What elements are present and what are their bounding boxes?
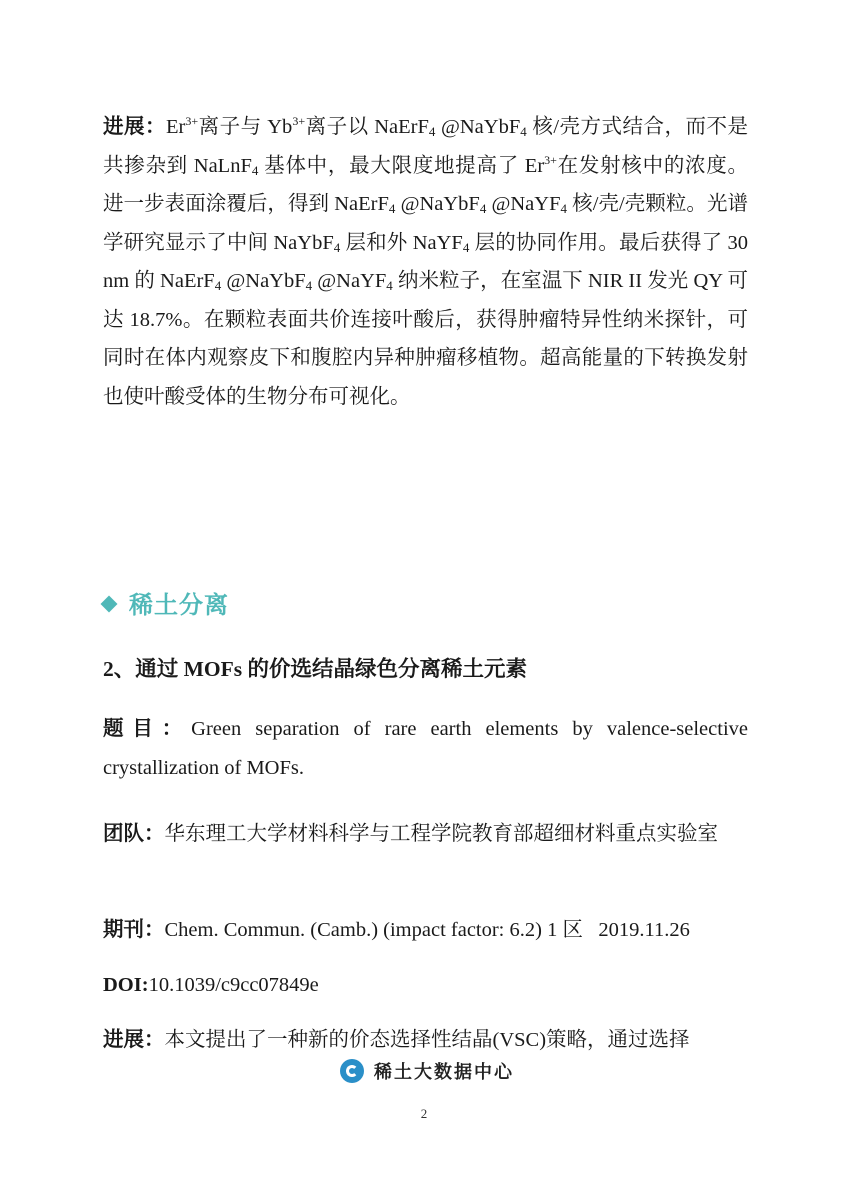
doi-value: 10.1039/c9cc07849e [148, 974, 319, 996]
journal-label: 期刊： [103, 919, 165, 941]
progress2-label: 进展： [103, 1029, 165, 1051]
team-field [103, 815, 748, 854]
section-heading [103, 585, 229, 620]
footer-logo-text: 稀土大数据中心 [374, 1062, 514, 1083]
diamond-bullet-icon [101, 596, 118, 613]
section-title: 稀土分离 [129, 591, 229, 619]
journal-field [103, 911, 748, 950]
page-number: 2 [420, 1106, 428, 1121]
footer-logo [340, 1058, 514, 1084]
title-label: 题目： [103, 718, 192, 740]
title-value: Green separation of rare earth elements by valence-selective crystallization of MOFs. [103, 718, 748, 779]
logo-icon [340, 1059, 364, 1083]
title-field [103, 710, 748, 787]
team-label: 团队： [103, 823, 165, 845]
article-heading: 2、通过 MOFs 的价选结晶绿色分离稀土元素 [103, 657, 528, 681]
progress2-value: 本文提出了一种新的价态选择性结晶(VSC)策略，通过选择 [164, 1029, 690, 1051]
team-value: 华东理工大学材料科学与工程学院教育部超细材料重点实验室 [164, 823, 718, 845]
progress-label: 进展： [103, 116, 166, 138]
progress-field-2 [103, 1021, 748, 1060]
doi-field [103, 966, 748, 1005]
progress-paragraph-1 [103, 108, 748, 416]
progress-text: $Er^{3+}$离子与 $Yb^{3+}$离子以 NaErF$_4$ @NaYbF$_4$ 核/壳方式结合，而不是共掺杂到 NaLnF$_4$ 基体中，最大限度地提高了 $Er^{3+}$在发射核中的浓度。进一步表面涂覆后，得到 NaErF$_4$ @NaYbF$_4$ @NaYF$_4$ 核/壳/壳颗粒。光谱学研究显示了中间 NaYbF$_4$ 层和外 NaYF$_4$ 层的协同作用。最后获得了 30 nm 的 NaErF$_4$ @NaYbF$_4$ @NaYF$_4$ 纳米粒子，在室温下 NIR II 发光 QY 可达 18.7%。在颗粒表面共价连接叶酸后，获得肿瘤特异性纳米探针，可同时在体内观察皮下和腹腔内异种肿瘤移植物。超高能量的下转换发射也使叶酸受体的生物分布可视化。 [103, 114, 749, 408]
doi-label: DOI: [103, 974, 149, 996]
journal-value: Chem. Commun. (Camb.) (impact factor: 6.2) 1 区 2019.11.26 [164, 919, 690, 941]
